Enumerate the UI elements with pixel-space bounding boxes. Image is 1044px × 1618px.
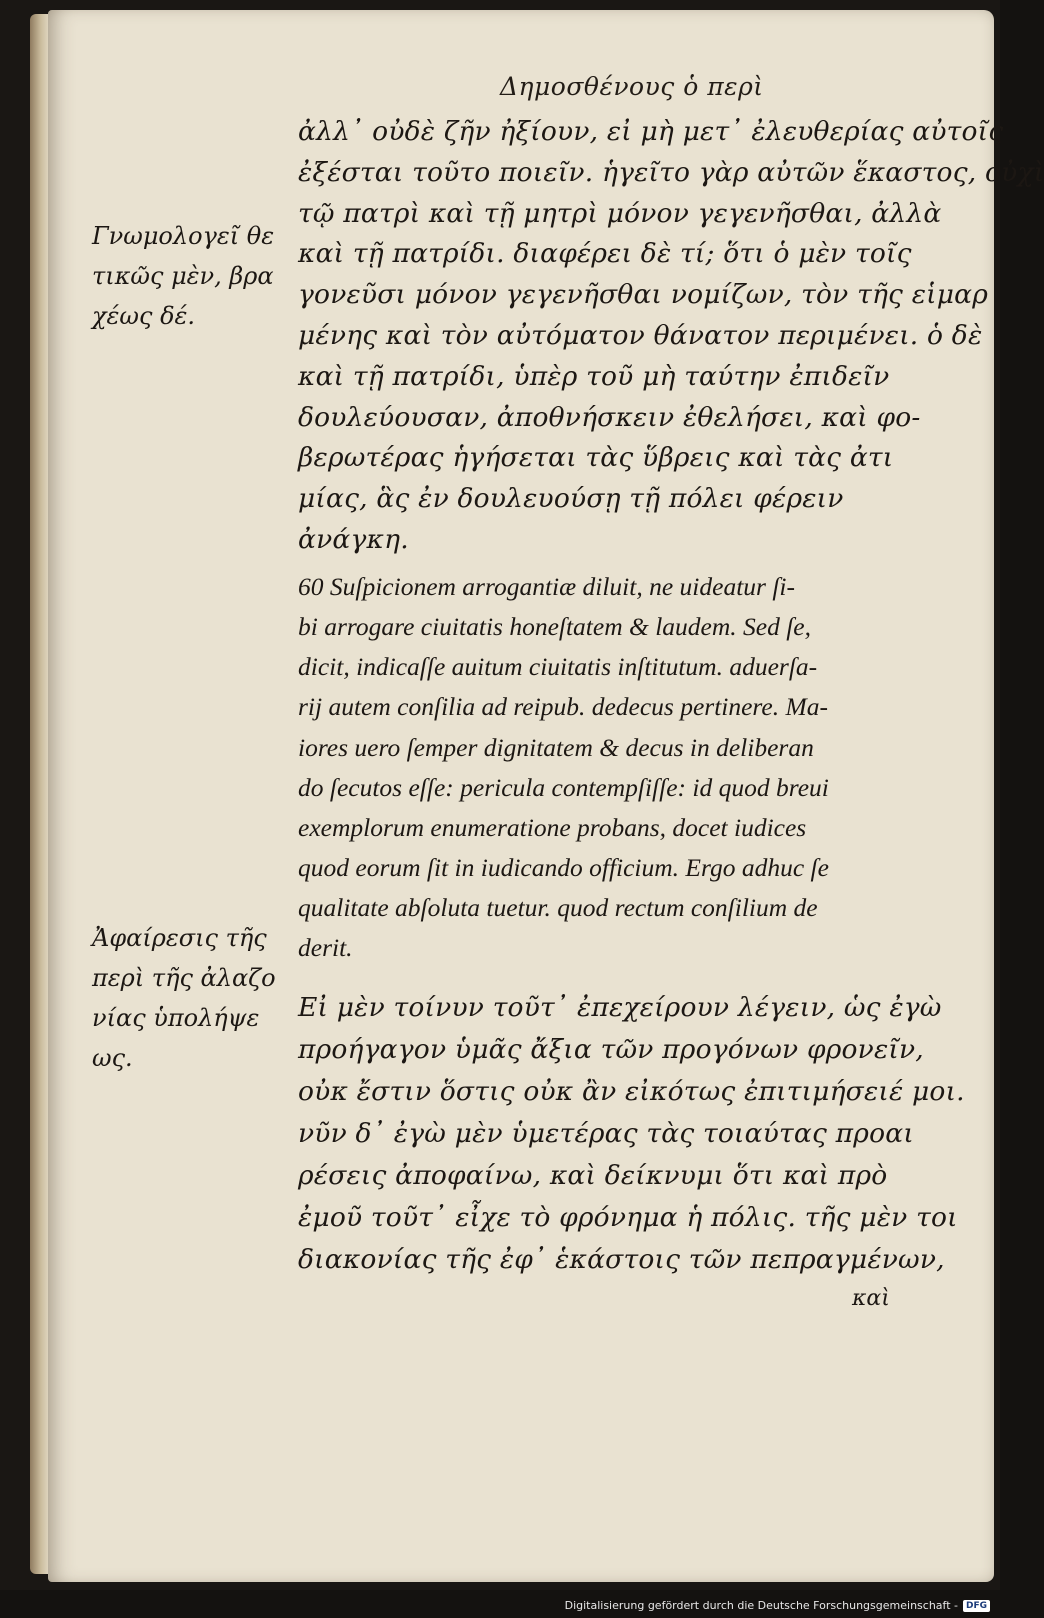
greek-passage-1 [298,112,1044,561]
text-line: bi arrogare ciuitatis honeſtatem & laudem. Sed ſe, [298,611,812,641]
text-line: διακονίας τῆς ἐφ᾽ ἑκάστοις τῶν πεπραγμένων, [298,1243,945,1275]
text-line: 60 Suſpicionem arrogantiæ diluit, ne uideatur ſi- [298,571,795,601]
text-line: dicit, indicaſſe auitum ciuitatis inſtitutum. aduerſa- [298,652,818,682]
margin-note-2 [92,918,292,1078]
text-line: rij autem conſilia ad reipub. dedecus pertinere. Ma- [298,692,828,722]
margin-note-line: περὶ τῆς ἀλαζο [92,964,276,992]
text-line: οὐκ ἔστιν ὅστις οὐκ ἂν εἰκότως ἐπιτιμήσειέ μοι. [298,1075,965,1107]
text-line: quod eorum ſit in iudicando officium. Ergo adhuc ſe [298,853,829,883]
text-line: derit. [298,933,353,963]
margin-note-line: Γνωμολογεῖ θε [92,222,275,250]
text-line: προήγαγον ὑμᾶς ἄξια τῶν προγόνων φρονεῖν, [298,1033,924,1065]
margin-note-1 [92,216,292,336]
latin-commentary [298,567,938,969]
margin-note-line: νίας ὑπολήψε [92,1004,260,1032]
margin-note-line: ως. [92,1044,133,1072]
text-line: qualitate abſoluta tuetur. quod rectum conſilium de [298,893,818,923]
running-header: Δημοσθένους ὁ περὶ [500,72,764,101]
margin-note-line: χέως δέ. [92,302,196,330]
dfg-logo: DFG [963,1600,990,1612]
text-line: νῦν δ᾽ ἐγὼ μὲν ὑμετέρας τὰς τοιαύτας προαι [298,1117,914,1149]
text-line: μένης καὶ τὸν αὐτόματον θάνατον περιμένει. ὁ δὲ [298,319,983,351]
page-edge [30,14,50,1574]
catchword: καὶ [852,1286,890,1311]
text-line: do ſecutos eſſe: pericula contempſiſſe: id quod breui [298,772,829,802]
main-text-column [298,112,1044,1281]
text-line: exemplorum enumeratione probans, docet iudices [298,812,807,842]
text-line: ἀνάγκη. [298,523,409,555]
text-line: μίας, ἃς ἐν δουλευούσῃ τῇ πόλει φέρειν [298,483,844,515]
dfg-footer [565,1599,990,1612]
text-line: ἀλλ᾽ οὐδὲ ζῆν ἠξίουν, εἰ μὴ μετ᾽ ἐλευθερίας αὐτοῖς [298,116,1004,147]
text-line: ἐξέσται τοῦτο ποιεῖν. ἡγεῖτο γὰρ αὐτῶν ἕκαστος, οὐχὶ [298,156,1044,188]
text-line: καὶ τῇ πατρίδι, ὑπὲρ τοῦ μὴ ταύτην ἐπιδεῖν [298,360,890,392]
footer-credit: Digitalisierung gefördert durch die Deutsche Forschungsgemeinschaft - [564,1599,958,1612]
margin-note-line: τικῶς μὲν, βρα [92,262,274,290]
text-line: ἐμοῦ τοῦτ᾽ εἶχε τὸ φρόνημα ἡ πόλις. τῆς μὲν τοι [298,1201,958,1233]
text-line: τῷ πατρὶ καὶ τῇ μητρὶ μόνον γεγενῆσθαι, ἀλλὰ [298,197,942,229]
text-line: iores uero ſemper dignitatem & decus in deliberan [298,732,814,762]
text-line: καὶ τῇ πατρίδι. διαφέρει δὲ τί; ὅτι ὁ μὲν τοῖς [298,238,912,270]
margin-note-line: Ἀφαίρεσις τῆς [92,924,267,952]
text-line: δουλεύουσαν, ἀποθνήσκειν ἐθελήσει, καὶ φο- [298,401,921,433]
text-line: Εἰ μὲν τοίνυν τοῦτ᾽ ἐπεχείρουν λέγειν, ὡς ἐγὼ [298,991,942,1023]
greek-passage-2 [298,987,965,1281]
text-line: βερωτέρας ἡγήσεται τὰς ὕβρεις καὶ τὰς ἀτι [298,442,894,474]
text-line: ρέσεις ἀποφαίνω, καὶ δείκνυμι ὅτι καὶ πρὸ [298,1159,888,1191]
text-line: γονεῦσι μόνον γεγενῆσθαι νομίζων, τὸν τῆς εἱμαρ [298,279,989,311]
